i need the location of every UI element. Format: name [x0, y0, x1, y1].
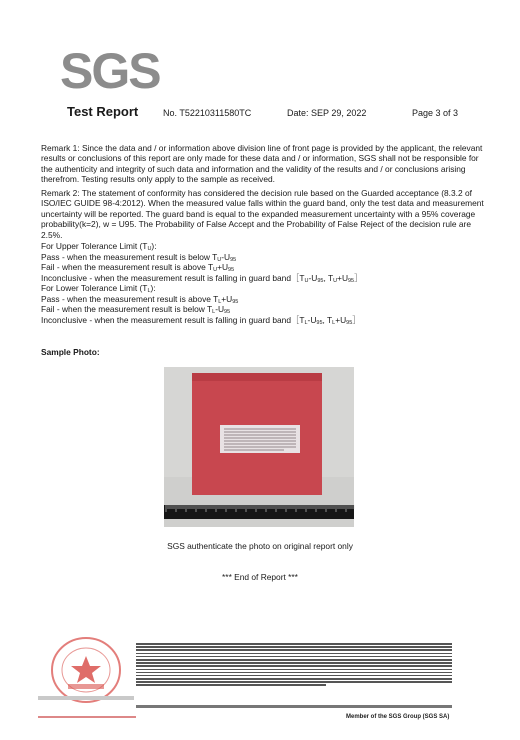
lower-pass-line: Pass - when the measurement result is above $T_L+U_{95}$: [41, 294, 239, 305]
logo-text: SGS: [60, 43, 160, 99]
report-date: Date: SEP 29, 2022: [287, 108, 367, 118]
remark-2: Remark 2: The statement of conformity has considered the decision rule based on the Guarded acceptance (8.3.2 of ISO/IEC GUIDE 98-4:2012). When the measured value falls within the guard band, only the test data and measurement uncertainty will be reported. The guard band is equal to the expanded measurement uncertainty with a 95% coverage probability(k=2), w = U95. The Probability of False Accept and the Probability of False Reject of the decision rule are 2.5%.: [41, 188, 484, 240]
footer-terms-text: [136, 643, 452, 695]
end-of-report: *** End of Report ***: [222, 572, 298, 582]
report-title: Test Report: [67, 104, 139, 119]
lower-inconclusive-line: Inconclusive - when the measurement result is falling in guard $band[T_L-U_{95}$, $T_L+U_{95}]$: [41, 315, 361, 326]
measuring-ruler: [164, 505, 354, 519]
upper-fail-line: Fail - when the measurement result is above $T_U+U_{95}$: [41, 262, 235, 273]
report-number: No. T52210311580TC: [163, 108, 252, 118]
sample-photo: [164, 367, 354, 527]
photo-authentication-note: SGS authenticate the photo on original report only: [167, 541, 353, 551]
sgs-logo: [60, 40, 160, 99]
sgs-group-member-note: Member of the SGS Group (SGS SA): [346, 714, 450, 720]
upper-pass-line: Pass - when the measurement result is below $T_U-U_{95}$: [41, 252, 237, 263]
lower-tolerance-heading: For Lower Tolerance Limit $(T_L)$:: [41, 283, 156, 294]
remark-1: Remark 1: Since the data and / or information above division line of front page is provided by the applicant, the relevant results or conclusions of this report are only made for these data and / or information, SGS shall not be responsible for the authenticity and integrity of such data and information and the validity of the results and / or conclusions arising therefrom. Testing results only apply to the sample as received.: [41, 143, 483, 185]
company-seal-stamp: [38, 636, 146, 710]
page-number: Page 3 of 3: [412, 108, 459, 118]
upper-inconclusive-line: Inconclusive - when the measurement result is falling in guard $band[T_U-U_{95}$, $T_U+U_{95}]$: [41, 273, 363, 284]
lower-fail-line: Fail - when the measurement result is below $T_L-U_{95}$: [41, 304, 231, 315]
upper-tolerance-heading: For Upper Tolerance Limit $(T_U)$:: [41, 241, 157, 252]
sample-photo-label: Sample Photo:: [41, 347, 100, 357]
sample-photo-image: [164, 367, 354, 527]
star-icon: [71, 656, 101, 683]
footer-address-line-2: [38, 716, 136, 718]
footer-address-line: [136, 705, 452, 708]
